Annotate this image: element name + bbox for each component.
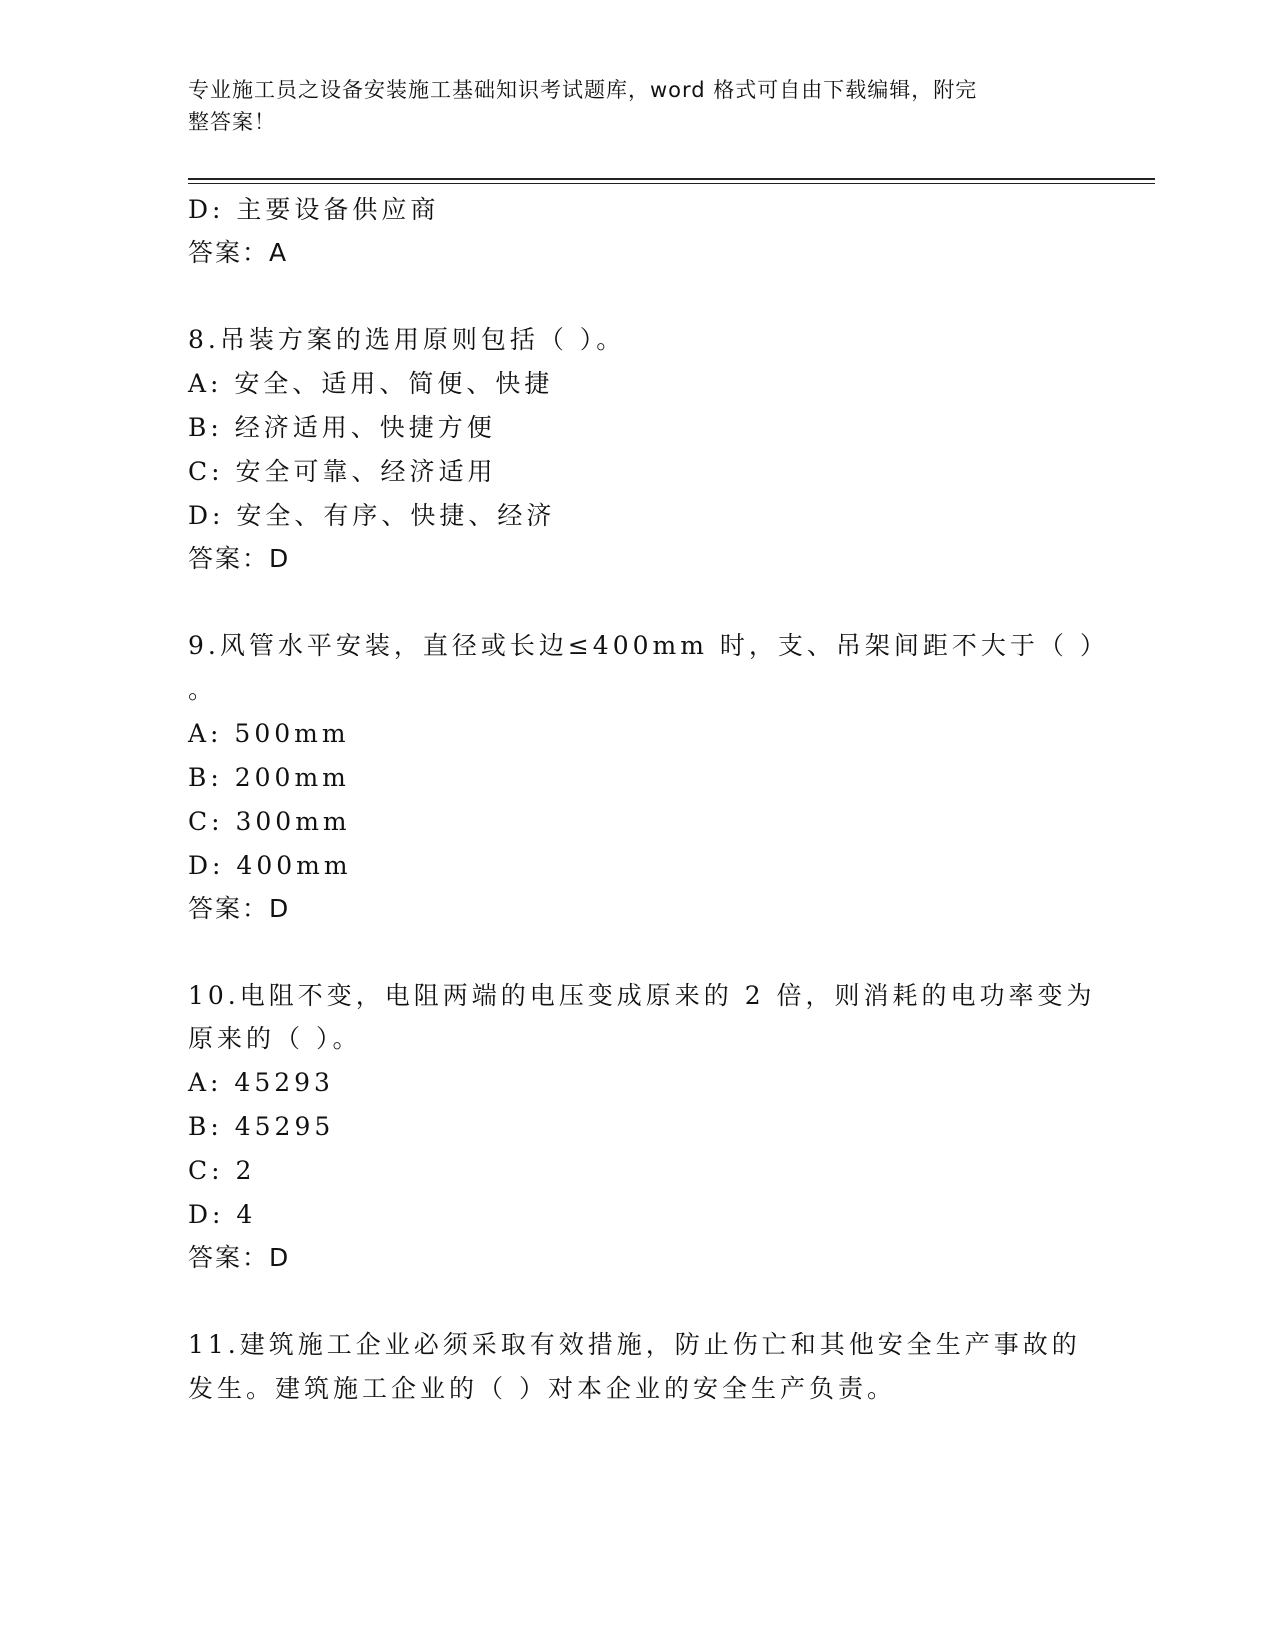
q10-option-c: C: 2 — [188, 1156, 256, 1185]
q8-option-b: B: 经济适用、快捷方便 — [188, 413, 496, 442]
q10-option-d: D: 4 — [188, 1200, 257, 1229]
q8-answer: 答案：D — [188, 544, 291, 573]
q10-option-a: A: 45293 — [188, 1068, 334, 1097]
q9-option-b: B: 200mm — [188, 763, 350, 792]
q11-stem-line-1: 11.建筑施工企业必须采取有效措施，防止伤亡和其他安全生产事故的 — [188, 1330, 1081, 1359]
q9-stem-line-2: 。 — [188, 675, 218, 704]
q8-option-c: C: 安全可靠、经济适用 — [188, 457, 497, 486]
q7-option-d: D: 主要设备供应商 — [188, 195, 440, 224]
q10-stem-line-2: 原来的（ ）。 — [188, 1024, 362, 1053]
header-divider-thin — [188, 183, 1155, 184]
q10-answer: 答案：D — [188, 1243, 291, 1272]
q9-option-c: C: 300mm — [188, 807, 351, 836]
q8-stem: 8.吊装方案的选用原则包括（ ）。 — [188, 325, 626, 354]
q9-option-a: A: 500mm — [188, 719, 350, 748]
document-header — [188, 74, 1068, 138]
q9-stem-line-1: 9.风管水平安装，直径或长边≤400mm 时，支、吊架间距不大于（ ） — [188, 631, 1109, 660]
q9-answer: 答案：D — [188, 894, 291, 923]
q11-stem-line-2: 发生。建筑施工企业的（ ）对本企业的安全生产负责。 — [188, 1374, 896, 1403]
q8-option-d: D: 安全、有序、快捷、经济 — [188, 501, 556, 530]
header-line-2: 整答案！ — [188, 110, 276, 134]
header-divider-thick — [188, 178, 1155, 180]
q10-option-b: B: 45295 — [188, 1112, 335, 1141]
header-line-1: 专业施工员之设备安装施工基础知识考试题库，word 格式可自由下载编辑，附完 — [188, 78, 978, 102]
q10-stem-line-1: 10.电阻不变，电阻两端的电压变成原来的 2 倍，则消耗的电功率变为 — [188, 981, 1096, 1010]
q7-answer: 答案：A — [188, 238, 289, 267]
q9-option-d: D: 400mm — [188, 851, 352, 880]
q8-option-a: A: 安全、适用、简便、快捷 — [188, 369, 554, 398]
